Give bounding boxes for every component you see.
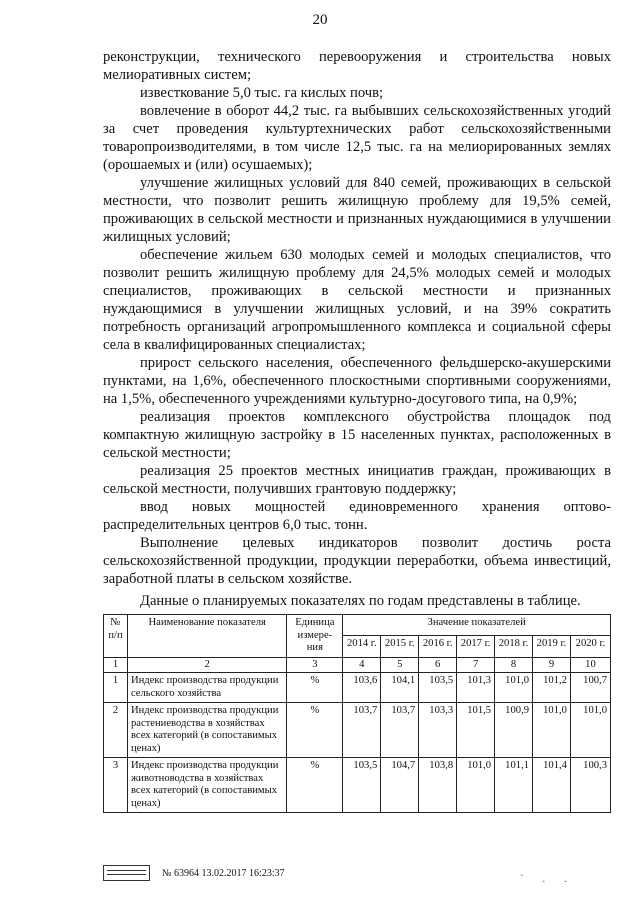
- row-num: 2: [104, 703, 128, 758]
- indicators-table: [103, 614, 611, 813]
- header-num: № п/п: [104, 615, 128, 658]
- header-values-group: Значение показателей: [343, 615, 611, 636]
- row-value: 100,3: [570, 758, 610, 813]
- paragraph: известкование 5,0 тыс. га кислых почв;: [140, 85, 384, 101]
- table-caption: Данные о планируемых показателях по годам представлены в таблице.: [140, 593, 581, 609]
- header-year: 2018 г.: [495, 636, 533, 657]
- row-value: 101,0: [533, 703, 571, 758]
- paragraph: Выполнение целевых индикаторов позволит достичь роста сельскохозяйственной продукции, продукции переработки, объема инвестиций, заработной платы в сельском хозяйстве.: [103, 535, 611, 587]
- row-value: 100,7: [570, 673, 610, 703]
- row-unit: %: [287, 758, 343, 813]
- row-value: 103,6: [343, 673, 381, 703]
- paragraph: реконструкции, технического перевооружения и строительства новых мелиоративных систем;: [103, 49, 611, 83]
- paragraph: вовлечение в оборот 44,2 тыс. га выбывших сельскохозяйственных угодий за счет проведения культуртехнических работ сельскохозяйственными товаропроизводителями, в том числе 12,5 тыс. га на мелиорированных землях (орошаемых и (или) осушаемых);: [103, 103, 611, 173]
- row-value: 103,7: [343, 703, 381, 758]
- row-value: 101,0: [457, 758, 495, 813]
- row-name: Индекс производства продукции растениеводства в хозяйствах всех категорий (в сопоставимых ценах): [127, 703, 286, 758]
- registry-stamp-icon: [103, 865, 150, 881]
- header-year: 2015 г.: [381, 636, 419, 657]
- row-value: 104,7: [381, 758, 419, 813]
- document-body: [103, 48, 611, 588]
- column-number-row: [104, 657, 611, 673]
- row-name: Индекс производства продукции сельского хозяйства: [127, 673, 286, 703]
- row-value: 104,1: [381, 673, 419, 703]
- row-value: 103,3: [419, 703, 457, 758]
- table-row: [104, 673, 611, 703]
- paragraph: прирост сельского населения, обеспеченного фельдшерско-акушерскими пунктами, на 1,6%, обеспеченного плоскостными спортивными сооружениями, на 1,5%, обеспеченного учреждениями культурно-досугового типа, на 0,9%;: [103, 355, 611, 407]
- row-value: 101,0: [570, 703, 610, 758]
- row-value: 103,5: [343, 758, 381, 813]
- header-name: Наименование показателя: [127, 615, 286, 658]
- column-number: 7: [457, 657, 495, 673]
- header-year: 2020 г.: [570, 636, 610, 657]
- paragraph: обеспечение жильем 630 молодых семей и молодых специалистов, что позволит решить жилищную проблему для 24,5% молодых семей и молодых специалистов, проживающих в сельской местности и признанных нуждающимися в улучшении жилищных условий, и на 39% сократить потребность организаций агропромышленного комплекса и социальной сферы села в квалифицированных специалистах;: [103, 247, 611, 353]
- header-year: 2019 г.: [533, 636, 571, 657]
- header-year: 2014 г.: [343, 636, 381, 657]
- row-unit: %: [287, 673, 343, 703]
- row-value: 101,4: [533, 758, 571, 813]
- row-name: Индекс производства продукции животноводства в хозяйствах всех категорий (в сопоставимых ценах): [127, 758, 286, 813]
- column-number: 9: [533, 657, 571, 673]
- row-value: 101,2: [533, 673, 571, 703]
- row-num: 1: [104, 673, 128, 703]
- row-value: 101,5: [457, 703, 495, 758]
- row-value: 101,0: [495, 673, 533, 703]
- row-unit: %: [287, 703, 343, 758]
- column-number: 5: [381, 657, 419, 673]
- header-year: 2016 г.: [419, 636, 457, 657]
- header-year: 2017 г.: [457, 636, 495, 657]
- paragraph: реализация проектов комплексного обустройства площадок под компактную жилищную застройку в 15 населенных пунктах, расположенных в сельской местности;: [103, 409, 611, 461]
- column-number: 1: [104, 657, 128, 673]
- row-value: 103,8: [419, 758, 457, 813]
- column-number: 8: [495, 657, 533, 673]
- column-number: 6: [419, 657, 457, 673]
- row-value: 103,5: [419, 673, 457, 703]
- row-value: 103,7: [381, 703, 419, 758]
- paragraph: улучшение жилищных условий для 840 семей, проживающих в сельской местности, что позволит решить жилищную проблему для 19,5% семей, проживающих в сельской местности и признанных нуждающимися в улучшении жилищных условий;: [103, 175, 611, 245]
- paragraph: ввод новых мощностей единовременного хранения оптово-распределительных центров 6,0 тыс. тонн.: [103, 499, 611, 533]
- table-row: [104, 703, 611, 758]
- row-value: 100,9: [495, 703, 533, 758]
- paragraph: реализация 25 проектов местных инициатив граждан, проживающих в сельской местности, получивших грантовую поддержку;: [103, 463, 611, 497]
- header-unit: Единица измере-ния: [287, 615, 343, 658]
- table-header-row: [104, 615, 611, 636]
- scan-marks: ` . .: [520, 873, 575, 885]
- column-number: 10: [570, 657, 610, 673]
- row-value: 101,3: [457, 673, 495, 703]
- row-num: 3: [104, 758, 128, 813]
- column-number: 2: [127, 657, 286, 673]
- page-number: 20: [312, 12, 328, 28]
- column-number: 4: [343, 657, 381, 673]
- table-row: [104, 758, 611, 813]
- row-value: 101,1: [495, 758, 533, 813]
- document-footer: [103, 865, 285, 881]
- column-number: 3: [287, 657, 343, 673]
- document-registration-id: № 63964 13.02.2017 16:23:37: [162, 867, 285, 879]
